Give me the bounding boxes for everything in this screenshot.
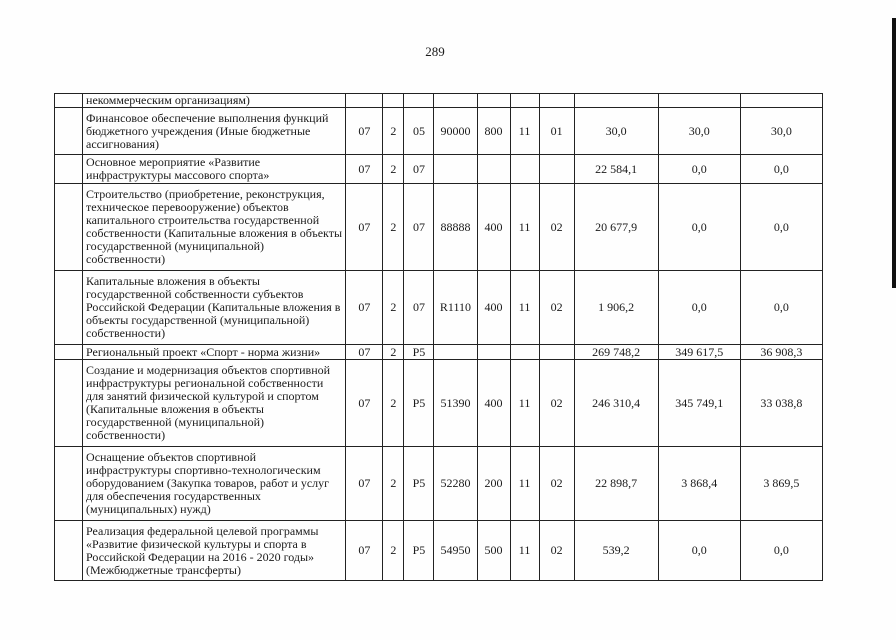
code-chapter: 11: [510, 521, 539, 581]
row-name: Создание и модернизация объектов спортивной инфраструктуры региональной собственности для занятий физической культурой и спортом (Капитальные вложения в объекты государственной (муниципальной) собственности): [83, 360, 346, 447]
code-expense-type: 800: [477, 108, 510, 155]
code-chapter: 11: [510, 108, 539, 155]
code-subsection: 02: [539, 521, 574, 581]
table-row: [55, 521, 823, 581]
code-expense-type: [477, 345, 510, 360]
code-chapter: 11: [510, 184, 539, 271]
row-name: Капитальные вложения в объекты государственной собственности субъектов Российской Федерации (Капитальные вложения в объекты государственной (муниципальной) собственности): [83, 271, 346, 345]
code-subprogram: [383, 94, 404, 108]
value-year-2: [658, 94, 740, 108]
table-row: [55, 108, 823, 155]
value-year-1: 1 906,2: [574, 271, 658, 345]
code-measure: P5: [404, 360, 434, 447]
value-year-3: [740, 94, 822, 108]
code-chapter: 11: [510, 447, 539, 521]
code-target: 90000: [434, 108, 477, 155]
code-section: 07: [346, 345, 383, 360]
code-subprogram: 2: [383, 447, 404, 521]
code-target: 54950: [434, 521, 477, 581]
scan-edge-shadow: [892, 18, 896, 288]
code-chapter: [510, 155, 539, 184]
row-name: Оснащение объектов спортивной инфраструктуры спортивно-технологическим оборудованием (Закупка товаров, работ и услуг для обеспечения государственных (муниципальных) нужд): [83, 447, 346, 521]
value-year-1: [574, 94, 658, 108]
code-measure: P5: [404, 521, 434, 581]
budget-table: [54, 93, 823, 581]
code-subprogram: 2: [383, 271, 404, 345]
code-chapter: 11: [510, 271, 539, 345]
value-year-2: 0,0: [658, 184, 740, 271]
value-year-3: 30,0: [740, 108, 822, 155]
code-measure: P5: [404, 345, 434, 360]
code-subsection: 02: [539, 271, 574, 345]
code-measure: 07: [404, 271, 434, 345]
code-subsection: 02: [539, 184, 574, 271]
row-name: Строительство (приобретение, реконструкция, техническое перевооружение) объектов капитального строительства государственной собственности (Капитальные вложения в объекты государственной (муниципальной) собственности): [83, 184, 346, 271]
table-row: [55, 447, 823, 521]
code-subprogram: 2: [383, 521, 404, 581]
code-measure: 07: [404, 184, 434, 271]
code-expense-type: 500: [477, 521, 510, 581]
value-year-2: 0,0: [658, 155, 740, 184]
code-section: 07: [346, 447, 383, 521]
code-measure: 07: [404, 155, 434, 184]
value-year-2: 345 749,1: [658, 360, 740, 447]
row-name: Основное мероприятие «Развитие инфраструктуры массового спорта»: [83, 155, 346, 184]
code-subsection: 02: [539, 360, 574, 447]
row-name: некоммерческим организациям): [83, 94, 346, 108]
value-year-3: 33 038,8: [740, 360, 822, 447]
row-name: Реализация федеральной целевой программы «Развитие физической культуры и спорта в Российской Федерации на 2016 - 2020 годы» (Межбюджетные трансферты): [83, 521, 346, 581]
code-expense-type: 400: [477, 360, 510, 447]
code-target: [434, 94, 477, 108]
code-section: 07: [346, 271, 383, 345]
code-expense-type: [477, 155, 510, 184]
table-row: [55, 94, 823, 108]
value-year-1: 246 310,4: [574, 360, 658, 447]
row-index-cell: [55, 184, 83, 271]
value-year-3: 0,0: [740, 521, 822, 581]
value-year-3: 0,0: [740, 271, 822, 345]
code-section: [346, 94, 383, 108]
row-index-cell: [55, 108, 83, 155]
code-chapter: [510, 94, 539, 108]
row-index-cell: [55, 94, 83, 108]
value-year-1: 269 748,2: [574, 345, 658, 360]
row-index-cell: [55, 447, 83, 521]
code-target: 88888: [434, 184, 477, 271]
table-row: [55, 271, 823, 345]
value-year-3: 3 869,5: [740, 447, 822, 521]
code-chapter: [510, 345, 539, 360]
code-subsection: [539, 94, 574, 108]
row-index-cell: [55, 345, 83, 360]
code-section: 07: [346, 521, 383, 581]
value-year-2: 3 868,4: [658, 447, 740, 521]
table-row: [55, 345, 823, 360]
value-year-2: 0,0: [658, 271, 740, 345]
code-section: 07: [346, 184, 383, 271]
value-year-3: 36 908,3: [740, 345, 822, 360]
value-year-3: 0,0: [740, 155, 822, 184]
value-year-3: 0,0: [740, 184, 822, 271]
code-target: [434, 345, 477, 360]
code-subsection: [539, 345, 574, 360]
code-subprogram: 2: [383, 345, 404, 360]
code-subprogram: 2: [383, 108, 404, 155]
code-section: 07: [346, 155, 383, 184]
row-name: Финансовое обеспечение выполнения функций бюджетного учреждения (Иные бюджетные ассигнования): [83, 108, 346, 155]
code-section: 07: [346, 360, 383, 447]
table-row: [55, 184, 823, 271]
value-year-1: 22 584,1: [574, 155, 658, 184]
value-year-1: 30,0: [574, 108, 658, 155]
code-subsection: 01: [539, 108, 574, 155]
code-target: R1110: [434, 271, 477, 345]
row-index-cell: [55, 155, 83, 184]
value-year-2: 0,0: [658, 521, 740, 581]
value-year-1: 20 677,9: [574, 184, 658, 271]
code-target: [434, 155, 477, 184]
row-index-cell: [55, 360, 83, 447]
code-expense-type: 400: [477, 184, 510, 271]
row-index-cell: [55, 521, 83, 581]
code-chapter: 11: [510, 360, 539, 447]
code-target: 51390: [434, 360, 477, 447]
code-subsection: 02: [539, 447, 574, 521]
value-year-2: 30,0: [658, 108, 740, 155]
code-expense-type: 400: [477, 271, 510, 345]
row-index-cell: [55, 271, 83, 345]
page-number: 289: [425, 44, 445, 59]
code-expense-type: [477, 94, 510, 108]
code-section: 07: [346, 108, 383, 155]
code-measure: [404, 94, 434, 108]
code-subprogram: 2: [383, 360, 404, 447]
table-row: [55, 360, 823, 447]
code-measure: P5: [404, 447, 434, 521]
code-measure: 05: [404, 108, 434, 155]
table-row: [55, 155, 823, 184]
code-subsection: [539, 155, 574, 184]
code-expense-type: 200: [477, 447, 510, 521]
code-subprogram: 2: [383, 184, 404, 271]
value-year-2: 349 617,5: [658, 345, 740, 360]
code-target: 52280: [434, 447, 477, 521]
value-year-1: 539,2: [574, 521, 658, 581]
value-year-1: 22 898,7: [574, 447, 658, 521]
code-subprogram: 2: [383, 155, 404, 184]
row-name: Региональный проект «Спорт - норма жизни»: [83, 345, 346, 360]
